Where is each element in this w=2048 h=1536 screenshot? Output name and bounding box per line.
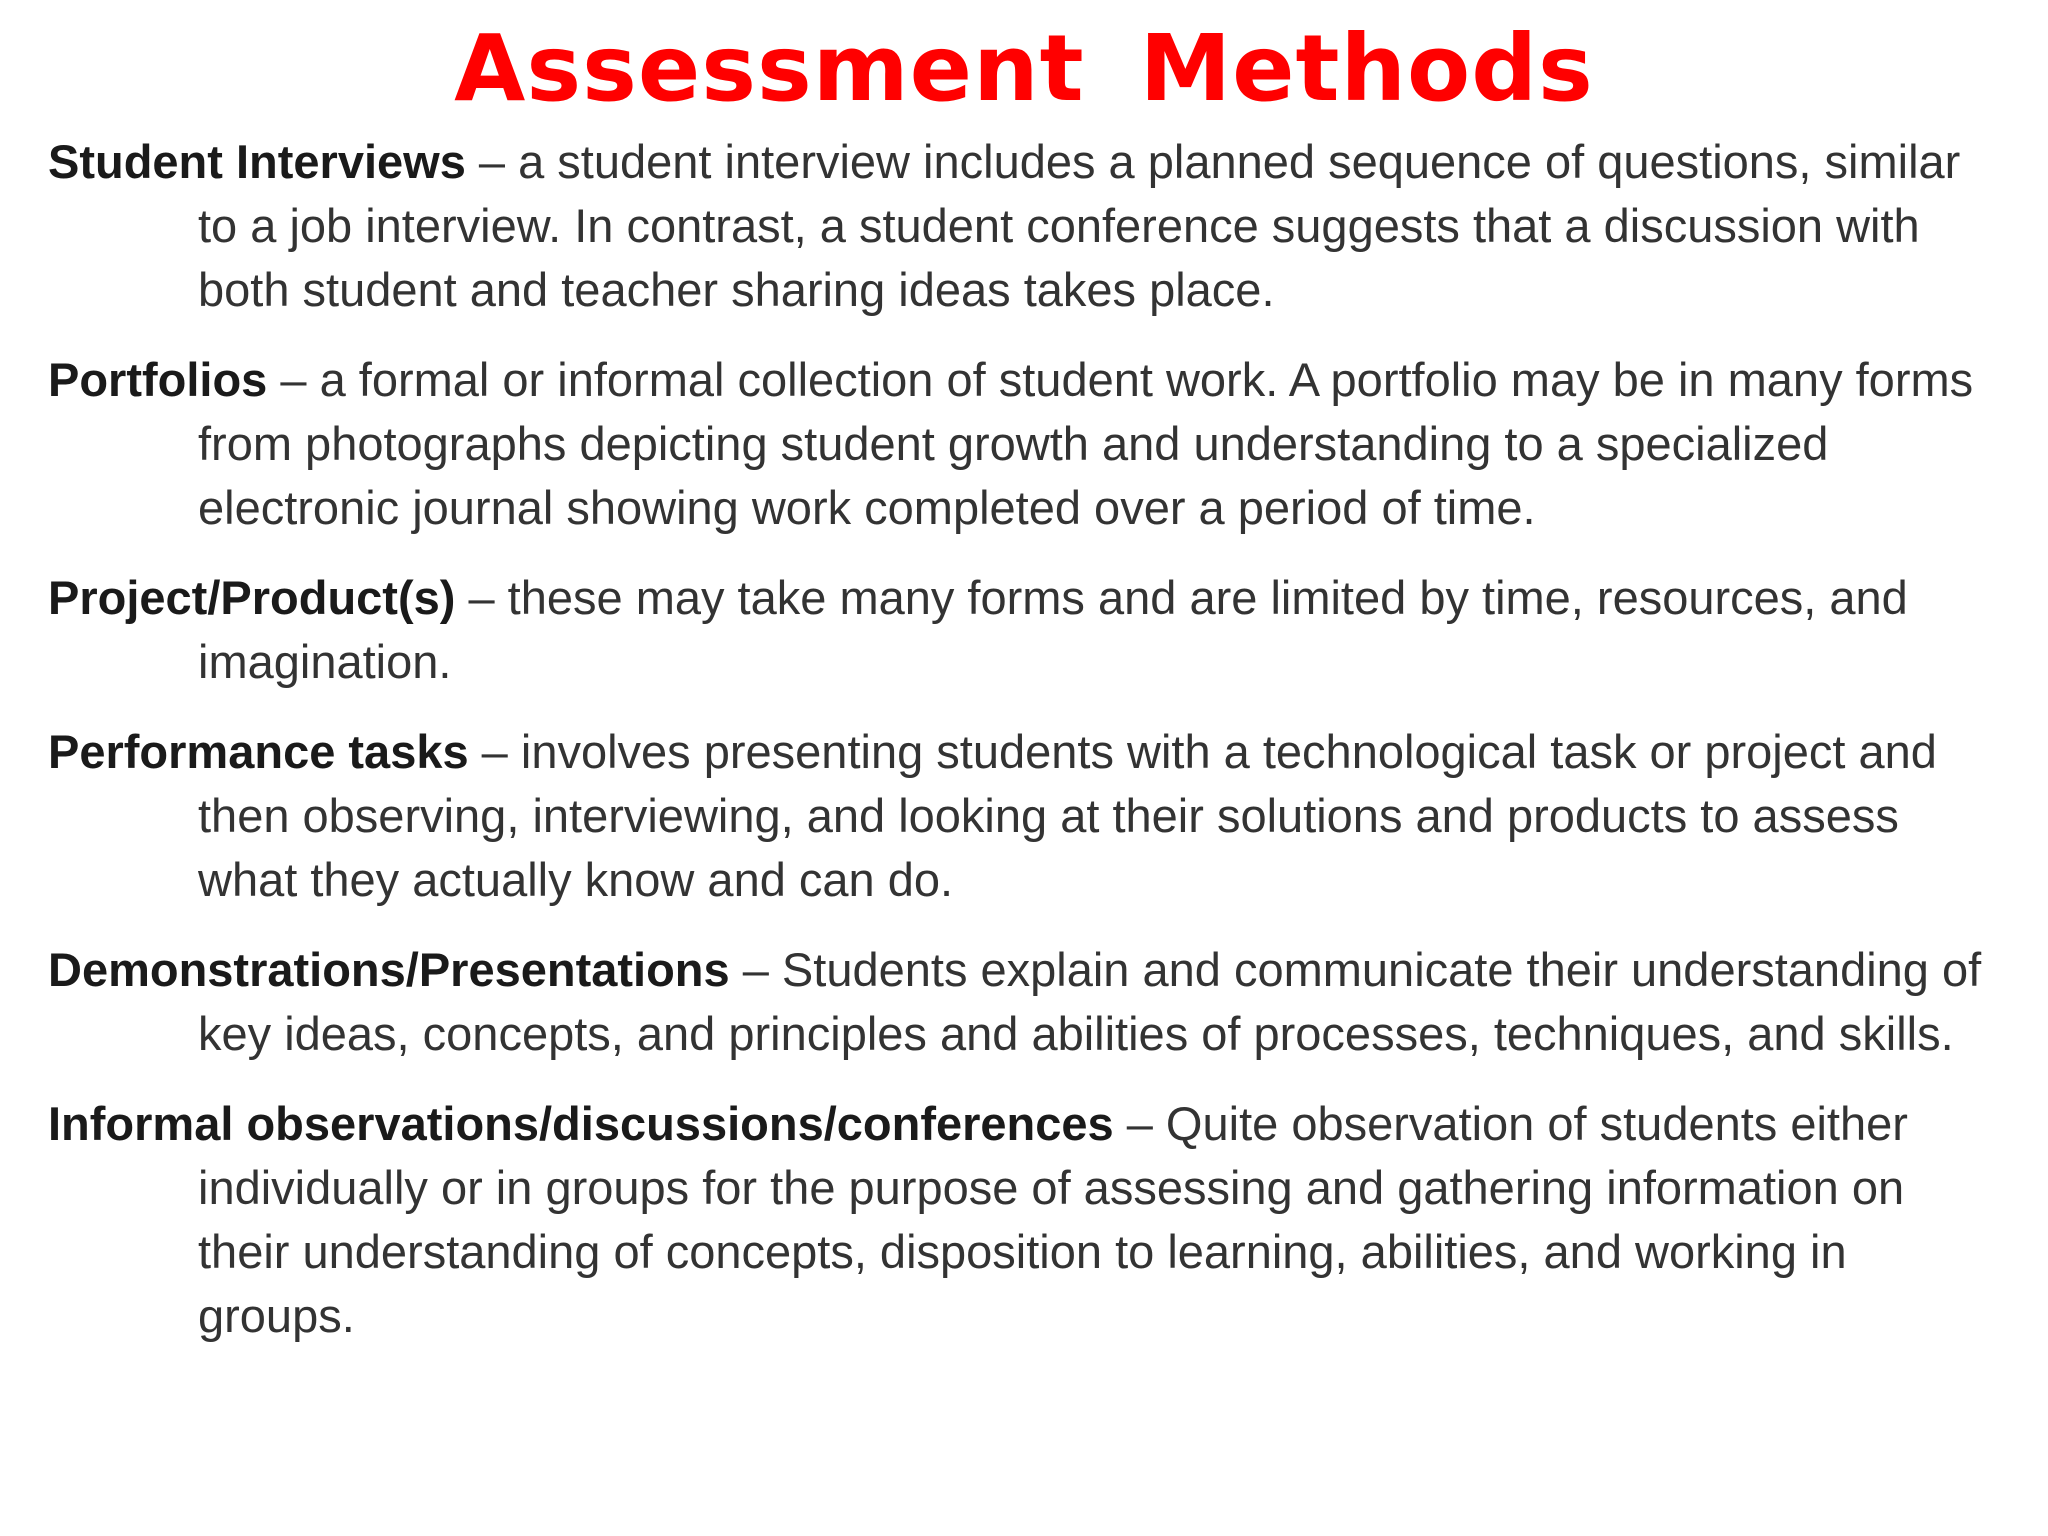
item-term: Informal observations/discussions/conferences <box>48 1097 1114 1150</box>
list-item <box>48 566 2008 694</box>
list-item <box>48 348 2008 540</box>
item-term: Performance tasks <box>48 725 469 778</box>
slide-title: Assessment Methods <box>454 15 1594 122</box>
item-description: – involves presenting students with a technological task or project and then observing, interviewing, and looking at their solutions and products to assess what they actually know and can do. <box>198 725 1937 906</box>
item-description: – these may take many forms and are limited by time, resources, and imagination. <box>198 571 1908 688</box>
item-description: – Quite observation of students either individually or in groups for the purpose of assessing and gathering information on their understanding of concepts, disposition to learning, abilities, and working in groups. <box>198 1097 1908 1342</box>
item-description: – a student interview includes a planned sequence of questions, similar to a job interview. In contrast, a student conference suggests that a discussion with both student and teacher sharing ideas takes place. <box>198 135 1961 316</box>
assessment-methods-list <box>48 130 2008 1374</box>
item-description: – Students explain and communicate their understanding of key ideas, concepts, and principles and abilities of processes, techniques, and skills. <box>198 943 1982 1060</box>
item-term: Project/Product(s) <box>48 571 456 624</box>
item-term: Demonstrations/Presentations <box>48 943 730 996</box>
list-item <box>48 130 2008 322</box>
list-item <box>48 720 2008 912</box>
item-description: – a formal or informal collection of student work. A portfolio may be in many forms from photographs depicting student growth and understanding to a specialized electronic journal showing work completed over a period of time. <box>198 353 1974 534</box>
item-term: Portfolios <box>48 353 268 406</box>
item-term: Student Interviews <box>48 135 466 188</box>
list-item <box>48 1092 2008 1348</box>
list-item <box>48 938 2008 1066</box>
